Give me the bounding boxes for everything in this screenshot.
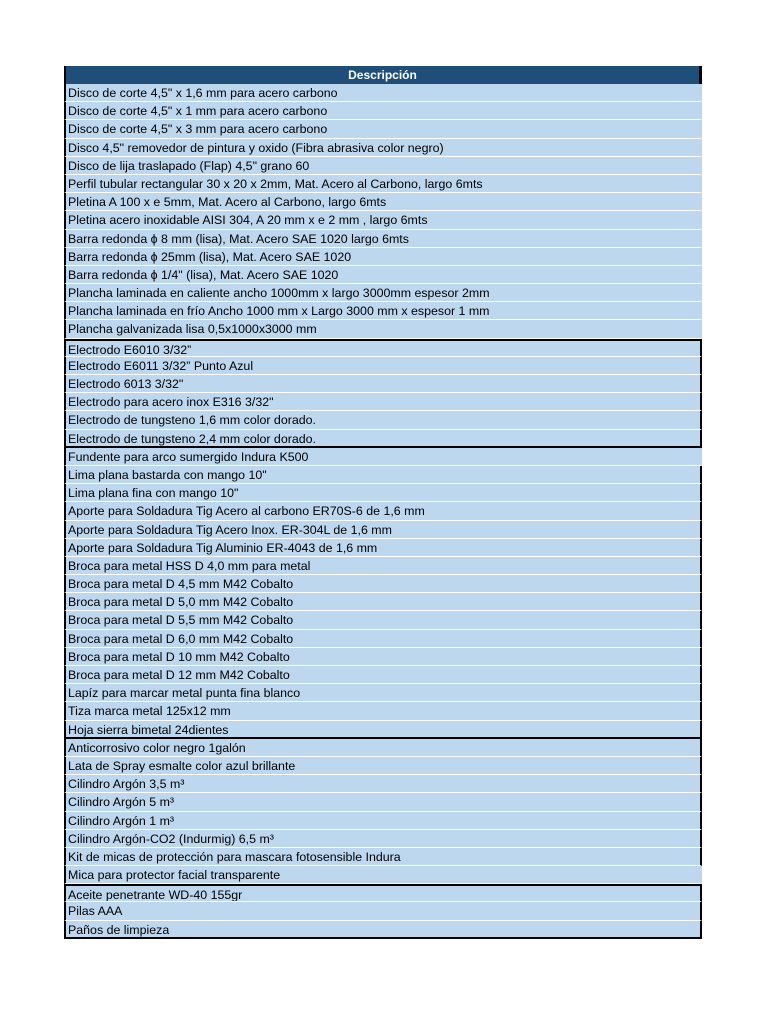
table-row[interactable]: Disco 4,5" removedor de pintura y oxido (Fibra abrasiva color negro) (64, 139, 702, 157)
table-row[interactable]: Lima plana fina con mango 10" (64, 484, 702, 502)
table-row[interactable]: Barra redonda ϕ 25mm (lisa), Mat. Acero SAE 1020 (64, 248, 702, 266)
table-row[interactable]: Electrodo 6013 3/32" (64, 375, 702, 393)
table-row[interactable]: Lapíz para marcar metal punta fina blanco (64, 684, 702, 702)
table-row[interactable]: Pilas AAA (64, 902, 702, 920)
table-row[interactable]: Broca para metal D 10 mm M42 Cobalto (64, 648, 702, 666)
table-row[interactable]: Barra redonda ϕ 1/4" (lisa), Mat. Acero SAE 1020 (64, 266, 702, 284)
table-row[interactable]: Aporte para Soldadura Tig Aluminio ER-4043 de 1,6 mm (64, 539, 702, 557)
table-row[interactable]: Perfil tubular rectangular 30 x 20 x 2mm, Mat. Acero al Carbono, largo 6mts (64, 175, 702, 193)
table-row[interactable]: Disco de corte 4,5" x 3 mm para acero carbono (64, 120, 702, 138)
table-row[interactable]: Aceite penetrante WD-40 155gr (64, 884, 702, 902)
table-row[interactable]: Hoja sierra bimetal 24dientes (64, 721, 702, 739)
spreadsheet-table (64, 66, 702, 939)
table-row[interactable]: Electrodo E6010 3/32” (64, 339, 702, 357)
table-row[interactable]: Broca para metal D 12 mm M42 Cobalto (64, 666, 702, 684)
table-row[interactable]: Broca para metal D 6,0 mm M42 Cobalto (64, 630, 702, 648)
table-row[interactable]: Aporte para Soldadura Tig Acero Inox. ER-304L de 1,6 mm (64, 521, 702, 539)
table-row[interactable]: Broca para metal D 5,0 mm M42 Cobalto (64, 593, 702, 611)
table-row[interactable]: Disco de lija traslapado (Flap) 4,5" grano 60 (64, 157, 702, 175)
table-row[interactable]: Mica para protector facial transparente (64, 866, 702, 884)
table-row[interactable]: Cilindro Argón-CO2 (Indurmig) 6,5 m³ (64, 830, 702, 848)
table-row[interactable]: Plancha galvanizada lisa 0,5x1000x3000 mm (64, 320, 702, 338)
table-row[interactable]: Aporte para Soldadura Tig Acero al carbono ER70S-6 de 1,6 mm (64, 502, 702, 520)
table-row[interactable]: Disco de corte 4,5" x 1 mm para acero carbono (64, 102, 702, 120)
table-row[interactable]: Barra redonda ϕ 8 mm (lisa), Mat. Acero SAE 1020 largo 6mts (64, 230, 702, 248)
table-row[interactable]: Tiza marca metal 125x12 mm (64, 702, 702, 720)
table-row[interactable]: Cilindro Argón 1 m³ (64, 812, 702, 830)
table-row[interactable]: Broca para metal D 4,5 mm M42 Cobalto (64, 575, 702, 593)
table-row[interactable]: Disco de corte 4,5" x 1,6 mm para acero carbono (64, 84, 702, 102)
table-row[interactable]: Electrodo de tungsteno 1,6 mm color dorado. (64, 411, 702, 429)
table-row[interactable]: Cilindro Argón 3,5 m³ (64, 775, 702, 793)
table-row[interactable]: Plancha laminada en frío Ancho 1000 mm x Largo 3000 mm x espesor 1 mm (64, 302, 702, 320)
column-header-descripcion[interactable]: Descripción (64, 66, 702, 84)
table-row[interactable]: Lata de Spray esmalte color azul brillante (64, 757, 702, 775)
table-row[interactable]: Pletina A 100 x e 5mm, Mat. Acero al Carbono, largo 6mts (64, 193, 702, 211)
table-row[interactable]: Anticorrosivo color negro 1galón (64, 739, 702, 757)
table-row[interactable]: Lima plana bastarda con mango 10" (64, 466, 702, 484)
table-row[interactable]: Electrodo E6011 3/32” Punto Azul (64, 357, 702, 375)
table-row[interactable]: Electrodo de tungsteno 2,4 mm color dorado. (64, 430, 702, 448)
table-row[interactable]: Broca para metal HSS D 4,0 mm para metal (64, 557, 702, 575)
table-row[interactable]: Pletina acero inoxidable AISI 304, A 20 mm x e 2 mm , largo 6mts (64, 211, 702, 229)
table-body (64, 84, 702, 939)
table-row[interactable]: Electrodo para acero inox E316 3/32" (64, 393, 702, 411)
table-row[interactable]: Plancha laminada en caliente ancho 1000mm x largo 3000mm espesor 2mm (64, 284, 702, 302)
table-row[interactable]: Cilindro Argón 5 m³ (64, 793, 702, 811)
table-row[interactable]: Paños de limpieza (64, 921, 702, 939)
table-row[interactable]: Kit de micas de protección para mascara fotosensible Indura (64, 848, 702, 866)
table-row[interactable]: Broca para metal D 5,5 mm M42 Cobalto (64, 611, 702, 629)
table-row[interactable]: Fundente para arco sumergido Indura K500 (64, 448, 702, 466)
